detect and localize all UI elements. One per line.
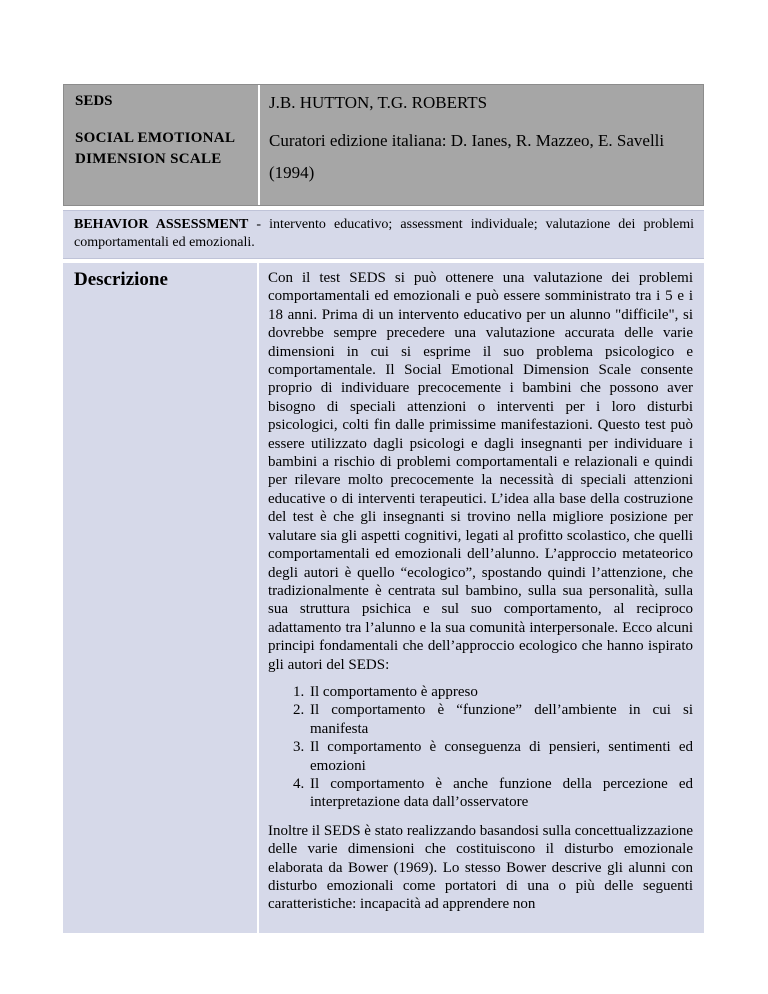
list-item: 2. Il comportamento è “funzione” dell’ambiente in cui si manifesta <box>308 701 693 738</box>
test-authors: J.B. HUTTON, T.G. ROBERTS <box>269 93 488 112</box>
document <box>63 84 704 933</box>
list-item: 1. Il comportamento è appreso <box>308 683 693 701</box>
principles-list <box>268 683 693 812</box>
description-paragraph-1: Con il test SEDS si può ottenere una valutazione dei problemi comportamentali ed emozionali e può essere somministrato tra i 5 e i 18 anni. Prima di un intervento educativo per un alunno "difficile", si dovrebbe sempre precedere una valutazione accurata delle varie dimensioni in cui si esprime il suo problema psicologico e comportamentale. Il Social Emotional Dimension Scale consente proprio di individuare precocemente i bambini che possono aver bisogno di speciali attenzioni o interventi per i loro disturbi psicologici, colti fin dalle primissime manifestazioni. Questo test può essere utilizzato dagli psicologi e dagli insegnanti per individuare i bambini a rischio di problemi comportamentali e relazionali e quindi per rilevare molto precocemente la necessità di speciali attenzioni educative o di interventi terapeutici. L’idea alla base della costruzione del test è che gli insegnanti si trovino nella migliore posizione per valutare sia gli aspetti cognitivi, legati al profitto scolastico, che quelli comportamentali ed emozionali dell’alunno. L’approccio metateorico degli autori è quello “ecologico”, spostando quindi l’attenzione, che tradizionalmente è centrata sul bambino, sulla sua personalità, sulla sua struttura psichica e sul suo comportamento, al reciproco adattamento tra l’alunno e la sua comunità interpersonale. Ecco alcuni principi fondamentali che dell’approccio ecologico che hanno ispirato gli autori del SEDS: <box>268 270 693 673</box>
description-paragraph-2: Inoltre il SEDS è stato realizzando basandosi sulla concettualizzazione delle varie dimensioni che costituiscono il disturbo emozionale elaborata da Bower (1969). Lo stesso Bower descrive gli alunni con disturbo emozionali come portatori di una o più delle seguenti caratteristiche: incapacità ad apprendere non <box>268 822 693 913</box>
publication-year: (1994) <box>269 163 315 182</box>
description-label: Descrizione <box>63 263 259 933</box>
test-header-table <box>63 84 704 206</box>
test-code: SEDS <box>75 93 113 109</box>
italian-edition-curators: Curatori edizione italiana: D. Ianes, R. Mazzeo, E. Savelli <box>269 131 665 150</box>
list-item: 4. Il comportamento è anche funzione della percezione ed interpretazione data dall’osservatore <box>308 775 693 812</box>
test-identity-cell <box>64 85 260 205</box>
test-credits-cell <box>260 85 703 205</box>
list-item: 3. Il comportamento è conseguenza di pensieri, sentimenti ed emozioni <box>308 738 693 775</box>
description-body <box>259 263 704 933</box>
assessment-summary <box>63 210 704 259</box>
description-table <box>63 263 704 933</box>
test-full-name: SOCIAL EMOTIONAL DIMENSION SCALE <box>75 130 235 167</box>
assessment-lead: BEHAVIOR ASSESSMENT <box>74 217 249 232</box>
assessment-text: - intervento educativo; assessment individuale; valutazione dei problemi comportamentali ed emozionali. <box>74 217 695 250</box>
